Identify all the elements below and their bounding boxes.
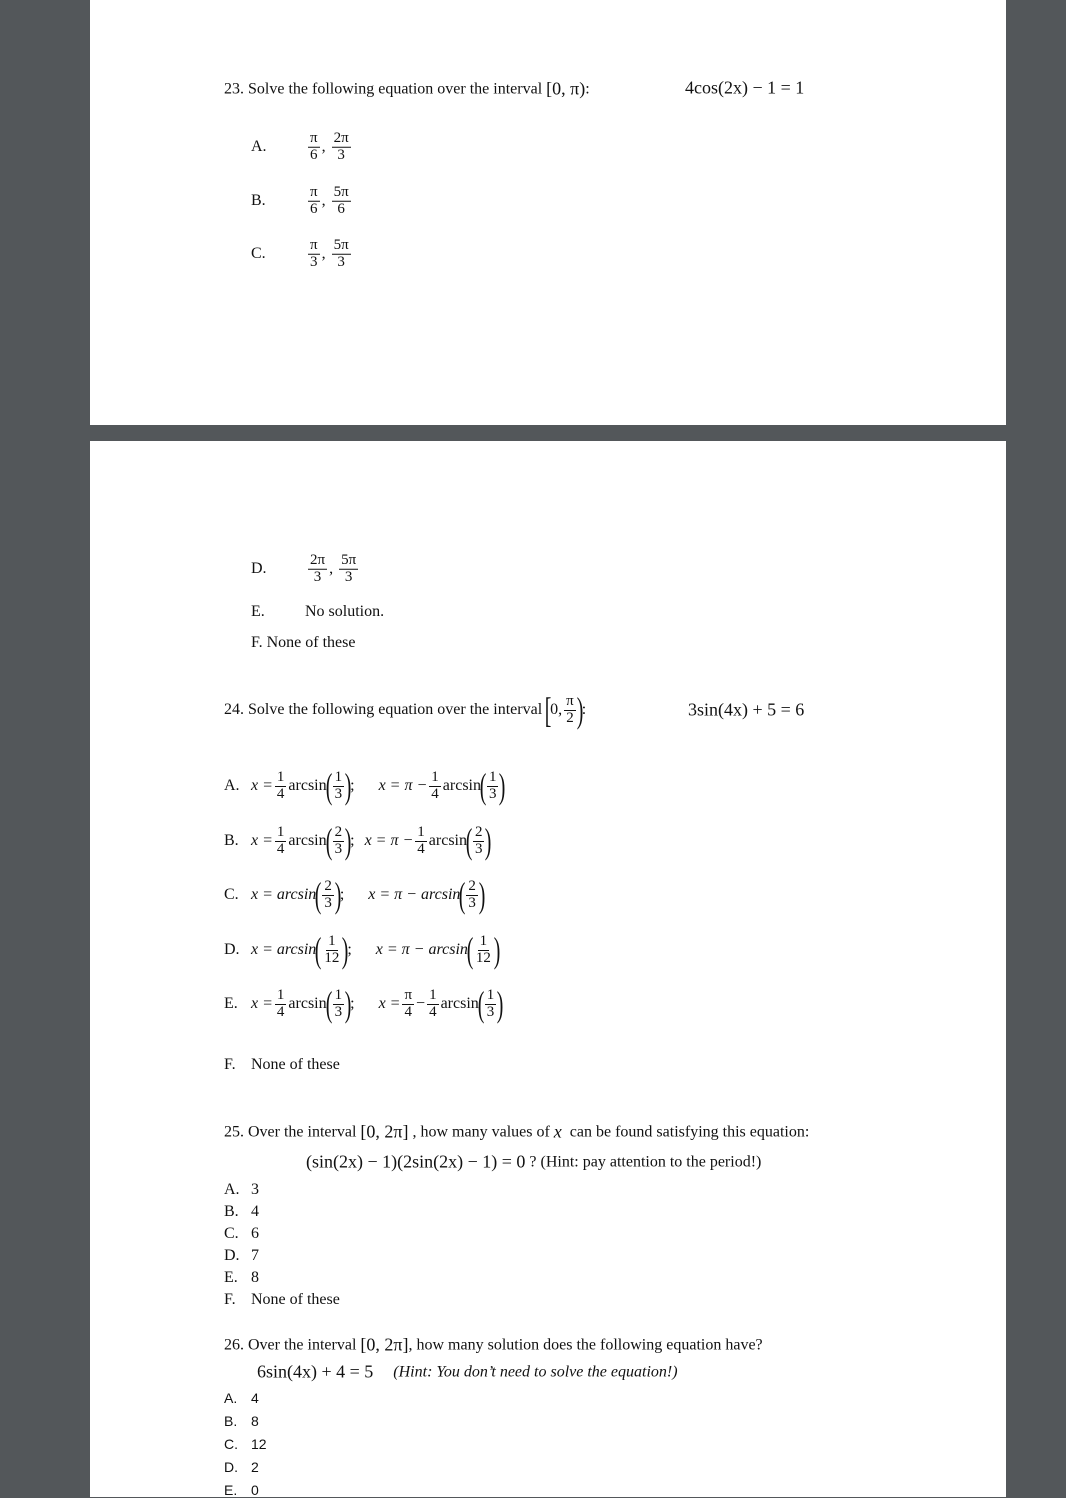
math-text: ? (Hint: pay attention to the period!) xyxy=(529,1153,762,1170)
document-page-2 xyxy=(90,441,1006,1497)
q25-option[interactable] xyxy=(224,1181,259,1199)
q24-prompt xyxy=(224,692,586,728)
numerator: 1 xyxy=(431,768,439,785)
q26-option[interactable] xyxy=(224,1390,259,1406)
denominator: 3 xyxy=(474,840,483,857)
math-text: D. xyxy=(224,1459,238,1475)
numerator: 1 xyxy=(417,823,425,840)
q23-equation: 4cos(2x) − 1 = 1 xyxy=(685,77,805,98)
denominator: 4 xyxy=(431,785,439,802)
math-text: 0 xyxy=(251,1482,259,1498)
large-bracket: ) xyxy=(344,821,352,861)
option-text: No solution. xyxy=(305,603,385,620)
numerator: 5π xyxy=(333,183,349,200)
numerator: 2π xyxy=(333,129,349,146)
math-text: Over the interval xyxy=(248,1336,357,1353)
math-text: Over the interval xyxy=(248,1123,357,1140)
q26-equation-line xyxy=(257,1362,678,1383)
math-text: , how many solution does the following equation have? xyxy=(408,1336,763,1353)
math-text: B. xyxy=(224,1203,239,1220)
numerator: π xyxy=(310,236,318,253)
numerator: 2 xyxy=(334,823,343,840)
denominator: 3 xyxy=(468,894,476,911)
denominator: 6 xyxy=(337,200,345,217)
math-text: x = π − arcsin xyxy=(375,941,468,958)
large-bracket: ( xyxy=(477,984,485,1024)
denominator: 4 xyxy=(404,1003,412,1020)
fraction xyxy=(564,694,576,727)
large-bracket: ( xyxy=(325,766,332,806)
q25-option[interactable] xyxy=(224,1247,259,1265)
math-text: C. xyxy=(224,1225,239,1242)
large-bracket: ( xyxy=(459,875,466,915)
math-text: F. xyxy=(224,1291,236,1308)
fraction xyxy=(308,185,320,218)
math-text: (Hint: You don’t need to solve the equation!) xyxy=(393,1363,678,1380)
q24-equation: 3sin(4x) + 5 = 6 xyxy=(688,699,805,720)
fraction xyxy=(429,770,441,803)
math-text: arcsin xyxy=(440,995,479,1012)
denominator: 3 xyxy=(337,253,345,270)
fraction xyxy=(332,238,351,271)
large-bracket: ) xyxy=(499,766,506,806)
q23-option-f[interactable]: F. None of these xyxy=(251,634,356,651)
math-text: 2 xyxy=(251,1459,259,1475)
math-text: x = xyxy=(251,832,273,849)
math-text: None of these xyxy=(251,1291,340,1308)
math-text: B. xyxy=(224,1413,238,1429)
math-text: x = π − xyxy=(364,832,414,849)
large-bracket: ) xyxy=(485,821,492,861)
math-text: arcsin xyxy=(288,995,327,1012)
math-text: F. xyxy=(224,1056,236,1073)
denominator: 2 xyxy=(566,709,574,726)
large-bracket: ( xyxy=(325,984,332,1024)
math-text: 25. xyxy=(224,1123,244,1140)
q24-option-a[interactable] xyxy=(224,768,504,804)
denominator: 4 xyxy=(429,1003,437,1020)
math-text: , how many values of xyxy=(412,1123,550,1140)
numerator: π xyxy=(310,183,318,200)
math-text: [0, 2π] xyxy=(360,1334,409,1355)
math-text: C. xyxy=(224,1436,238,1452)
large-bracket: ( xyxy=(315,875,322,915)
q23-prompt xyxy=(224,79,590,100)
fraction xyxy=(322,879,334,912)
denominator: 3 xyxy=(313,568,322,585)
numerator: 1 xyxy=(276,986,285,1003)
math-text: ; xyxy=(350,832,355,849)
q26-prompt xyxy=(224,1335,763,1356)
denominator: 4 xyxy=(276,840,285,857)
fraction xyxy=(308,238,320,271)
large-bracket: ) xyxy=(342,930,349,970)
large-bracket: ) xyxy=(344,766,352,806)
math-text: 3 xyxy=(251,1181,259,1198)
option-letter: E. xyxy=(224,995,238,1012)
denominator: 3 xyxy=(334,1003,343,1020)
option-letter: B. xyxy=(251,192,266,209)
numerator: 1 xyxy=(328,932,336,949)
denominator: 6 xyxy=(310,146,318,163)
paren-close: ) xyxy=(576,690,584,730)
denominator: 3 xyxy=(334,840,343,857)
large-bracket: ( xyxy=(315,930,322,970)
fn: arcsin xyxy=(288,777,327,794)
numerator: 5π xyxy=(333,236,349,253)
math-text: − xyxy=(416,995,426,1012)
denominator: 3 xyxy=(324,894,332,911)
option-letter: E. xyxy=(251,603,265,620)
math-text: ; xyxy=(339,886,345,903)
math-text: 8 xyxy=(251,1269,259,1286)
question-number: 24. xyxy=(224,701,244,718)
q26-option[interactable] xyxy=(224,1482,259,1498)
colon: : xyxy=(581,701,587,718)
q26-option[interactable] xyxy=(224,1413,259,1429)
option-letter: A. xyxy=(251,138,267,155)
option-letter: D. xyxy=(224,941,240,958)
large-bracket: ( xyxy=(466,930,474,970)
fraction xyxy=(402,988,414,1021)
denominator: 4 xyxy=(276,785,285,802)
math-text: E. xyxy=(224,1269,238,1286)
question-number: 23. xyxy=(224,80,244,97)
numerator: 1 xyxy=(276,823,285,840)
q25-option[interactable] xyxy=(224,1225,259,1243)
large-bracket: ) xyxy=(496,984,504,1024)
math-text: [0, 2π] xyxy=(360,1121,409,1142)
math-text: x = xyxy=(251,995,273,1012)
numerator: π xyxy=(404,986,413,1003)
math-text: ; xyxy=(350,777,355,794)
math-text: x = xyxy=(378,995,401,1012)
math-text: arcsin xyxy=(288,832,327,849)
math-text: D. xyxy=(224,1247,240,1264)
math-text: ; xyxy=(347,941,352,958)
math-text: can be found satisfying this equation: xyxy=(569,1123,810,1140)
denominator: 3 xyxy=(486,1003,495,1020)
denominator: 3 xyxy=(334,785,343,802)
large-bracket: ( xyxy=(325,821,332,861)
q25-prompt xyxy=(224,1122,809,1143)
math-text: A. xyxy=(224,1181,240,1198)
large-bracket: ) xyxy=(478,875,486,915)
q25-option[interactable] xyxy=(224,1203,259,1221)
large-bracket: ) xyxy=(344,984,352,1024)
numerator: 1 xyxy=(276,768,285,785)
q24-option-b[interactable] xyxy=(224,823,490,859)
numerator: 2π xyxy=(310,551,326,568)
bracket-open: [ xyxy=(544,690,552,730)
fraction xyxy=(427,988,439,1021)
large-bracket: ) xyxy=(334,875,342,915)
fraction xyxy=(275,825,287,858)
math-text: 8 xyxy=(251,1413,259,1429)
math-text: A. xyxy=(224,1390,238,1406)
large-bracket: ( xyxy=(479,766,487,806)
math-text: 7 xyxy=(251,1247,259,1264)
fraction xyxy=(332,131,351,164)
fraction xyxy=(474,934,493,967)
numerator: 1 xyxy=(488,768,497,785)
q26-option[interactable] xyxy=(224,1459,259,1475)
q26-option[interactable] xyxy=(224,1436,267,1452)
numerator: 1 xyxy=(479,932,488,949)
q24-option-d[interactable] xyxy=(224,932,499,968)
fraction xyxy=(308,131,320,164)
numerator: 1 xyxy=(429,986,437,1003)
question-text: Solve the following equation over the interval xyxy=(248,80,543,97)
q23-option-a[interactable]: A. $\frac{\pi}{6}$ , $\frac{2\pi}{3}$ xyxy=(251,129,349,163)
q24-option-e[interactable] xyxy=(224,986,502,1022)
fraction xyxy=(322,934,341,967)
fraction xyxy=(487,770,499,803)
numerator: π xyxy=(310,129,318,146)
math-text: E. xyxy=(224,1482,238,1498)
math-text: 6 xyxy=(251,1225,259,1242)
option-letter: D. xyxy=(251,560,267,577)
question-text: Solve the following equation over the interval xyxy=(248,701,543,718)
denominator: 4 xyxy=(417,840,425,857)
numerator: 2 xyxy=(468,877,476,894)
math-text: arcsin xyxy=(442,777,481,794)
fraction xyxy=(308,553,327,586)
denominator: 12 xyxy=(324,949,340,966)
math-text: (sin(2x) − 1)(2sin(2x) − 1) = 0 xyxy=(306,1151,526,1172)
q25-option[interactable] xyxy=(224,1291,340,1309)
q24-option-f[interactable] xyxy=(224,1056,340,1074)
math-text: x = arcsin xyxy=(251,886,317,903)
fraction xyxy=(333,825,345,858)
option-letter: C. xyxy=(251,245,266,262)
q25-equation-line xyxy=(306,1152,761,1173)
denominator: 4 xyxy=(276,1003,285,1020)
fraction xyxy=(473,825,485,858)
fraction xyxy=(485,988,497,1021)
q25-option[interactable] xyxy=(224,1269,259,1287)
math-text: 26. xyxy=(224,1336,244,1353)
large-bracket: ) xyxy=(493,930,501,970)
fraction xyxy=(466,879,478,912)
numerator: 2 xyxy=(324,877,332,894)
math-text: ; xyxy=(350,995,355,1012)
large-bracket: ( xyxy=(465,821,473,861)
numerator: 5π xyxy=(341,551,357,568)
fraction xyxy=(275,988,287,1021)
q23-option-c[interactable]: C. $\frac{\pi}{3}$ , $\frac{5\pi}{3}$ xyxy=(251,236,349,270)
math-text: arcsin xyxy=(428,832,467,849)
numerator: 1 xyxy=(486,986,495,1003)
denominator: 6 xyxy=(310,200,318,217)
q23-option-e[interactable] xyxy=(251,603,384,621)
fraction xyxy=(333,988,345,1021)
denominator: 12 xyxy=(475,949,491,966)
fraction xyxy=(339,553,358,586)
q23-option-b[interactable]: B. $\frac{\pi}{6}$ , $\frac{5\pi}{6}$ xyxy=(251,183,349,217)
denominator: 3 xyxy=(488,785,497,802)
colon: : xyxy=(585,80,590,97)
math-text: 4 xyxy=(251,1390,259,1406)
q24-option-c[interactable] xyxy=(224,877,484,913)
math-text: 6sin(4x) + 4 = 5 xyxy=(257,1361,374,1382)
math-text: None of these xyxy=(251,1056,340,1073)
option-letter: C. xyxy=(224,886,239,903)
document-page-1 xyxy=(90,0,1006,425)
interval: [0, π) xyxy=(546,78,586,99)
denominator: 3 xyxy=(344,568,353,585)
option-letter: B. xyxy=(224,832,239,849)
fraction xyxy=(275,770,287,803)
denominator: 3 xyxy=(310,253,318,270)
numerator: 2 xyxy=(474,823,483,840)
fraction xyxy=(415,825,427,858)
interval-start: 0, xyxy=(550,701,563,718)
numerator: 1 xyxy=(334,986,343,1003)
math-text: 12 xyxy=(251,1436,267,1452)
q23-option-d[interactable]: D. $\frac{2\pi}{3}$ , $\frac{5\pi}{3}$ xyxy=(251,551,357,585)
fraction xyxy=(332,185,351,218)
math-text: x = arcsin xyxy=(251,941,317,958)
numerator: 1 xyxy=(334,768,343,785)
lhs: x = xyxy=(251,777,273,794)
fraction xyxy=(333,770,345,803)
math-text: x = π − arcsin xyxy=(368,886,461,903)
denominator: 3 xyxy=(337,146,345,163)
rhs: x = π − xyxy=(378,777,428,794)
math-text: x xyxy=(553,1121,562,1142)
numerator: π xyxy=(566,692,574,709)
option-letter: A. xyxy=(224,777,240,794)
math-text: 4 xyxy=(251,1203,259,1220)
